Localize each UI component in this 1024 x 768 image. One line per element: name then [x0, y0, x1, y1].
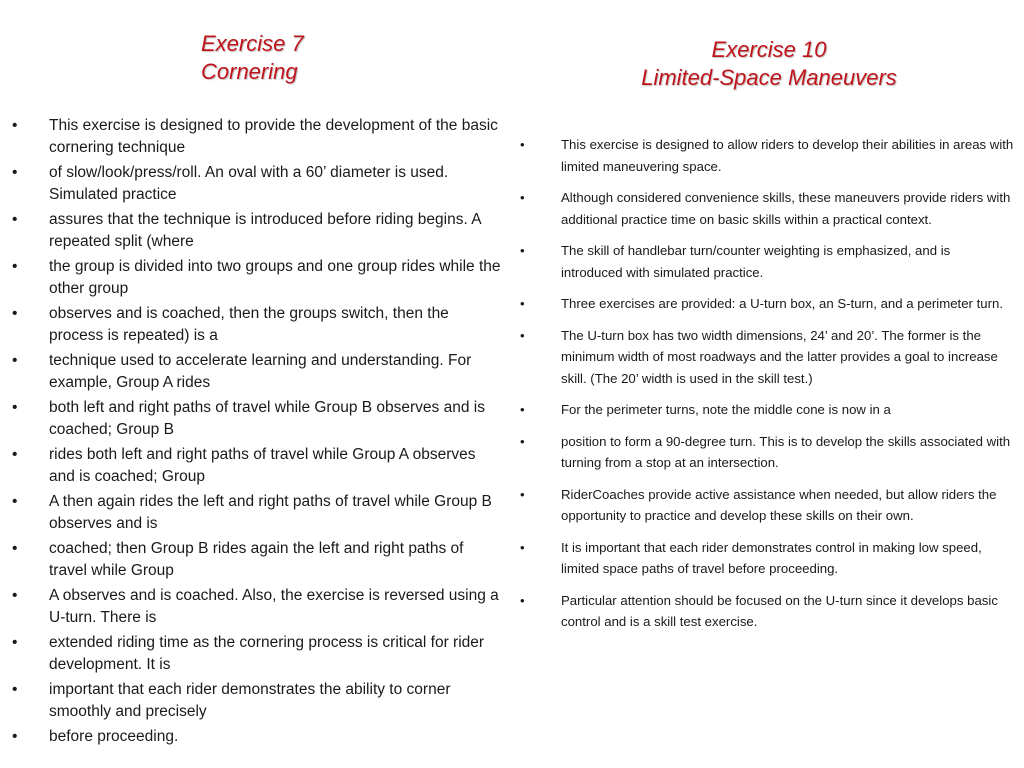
right-list-item-text: The skill of handlebar turn/counter weighting is emphasized, and is introduced with simulated practice. — [561, 243, 951, 280]
left-list-item — [12, 585, 502, 628]
right-title — [515, 36, 1023, 92]
bullet-icon: • — [12, 258, 18, 275]
left-list-item-text: rides both left and right paths of travel while Group A observes and is coached; Group — [49, 446, 476, 485]
right-list-item-text: For the perimeter turns, note the middle cone is now in a — [561, 402, 891, 417]
bullet-icon: • — [12, 634, 18, 651]
right-list-item-text: RiderCoaches provide active assistance when needed, but allow riders the opportunity to practice and develop these skills on their own. — [561, 486, 997, 523]
left-list-item — [12, 679, 502, 722]
right-list-item-text: Particular attention should be focused on the U-turn since it develops basic control and is a skill test exercise. — [561, 592, 998, 629]
left-list-item — [12, 303, 502, 346]
left-list-item — [12, 350, 502, 393]
left-list-item-text: assures that the technique is introduced before riding begins. A repeated split (where — [49, 211, 481, 250]
bullet-icon: • — [12, 587, 18, 604]
left-list-item-text: important that each rider demonstrates the ability to corner smoothly and precisely — [49, 681, 451, 720]
left-list-item-text: observes and is coached, then the groups switch, then the process is repeated) is a — [49, 305, 449, 344]
right-list-item — [520, 431, 1014, 474]
left-list-item — [12, 444, 502, 487]
bullet-icon: • — [520, 243, 525, 258]
bullet-icon: • — [520, 433, 525, 449]
bullet-icon: • — [520, 592, 525, 608]
left-title-line-2: Cornering — [201, 59, 298, 84]
right-list-item-text: Three exercises are provided: a U-turn box, an S-turn, and a perimeter turn. — [561, 296, 1003, 311]
bullet-icon: • — [12, 493, 18, 510]
left-list-item — [12, 256, 502, 299]
left-list-item-text: This exercise is designed to provide the development of the basic cornering technique — [49, 117, 498, 156]
left-list-item-text: coached; then Group B rides again the left and right paths of travel while Group — [49, 540, 464, 579]
bullet-icon: • — [12, 540, 18, 557]
bullet-icon: • — [520, 539, 525, 555]
left-list-item — [12, 209, 502, 252]
right-list-item-text: The U-turn box has two width dimensions, 24’ and 20’. The former is the minimum width of most roadways and the latter provides a goal to increase skill. (The 20’ width is used in the skill test.) — [561, 327, 998, 386]
right-title-line-2: Limited-Space Maneuvers — [641, 65, 897, 90]
bullet-icon: • — [520, 402, 525, 417]
left-title-line-1: Exercise 7 — [201, 31, 304, 56]
left-list-item-text: A observes and is coached. Also, the exercise is reversed using a U-turn. There is — [49, 587, 499, 626]
right-list-item-text: It is important that each rider demonstrates control in making low speed, limited space paths of travel before proceeding. — [561, 539, 982, 576]
right-list-item — [520, 293, 1014, 315]
right-list-item — [520, 187, 1014, 230]
left-list-item-text: the group is divided into two groups and one group rides while the other group — [49, 258, 501, 297]
bullet-icon: • — [12, 164, 18, 181]
right-list-item — [520, 537, 1014, 580]
bullet-icon: • — [520, 190, 525, 205]
bullet-icon: • — [12, 352, 18, 369]
bullet-icon: • — [12, 211, 18, 228]
right-title-line-1: Exercise 10 — [711, 37, 827, 62]
bullet-icon: • — [12, 728, 18, 745]
right-list-item — [520, 134, 1014, 177]
left-list-item-text: both left and right paths of travel while Group B observes and is coached; Group B — [49, 399, 485, 438]
left-list-item-text: technique used to accelerate learning and understanding. For example, Group A rides — [49, 352, 472, 391]
left-list-item — [12, 397, 502, 440]
left-list-item-text: before proceeding. — [49, 728, 179, 745]
right-list-item — [520, 399, 1014, 421]
left-list-item-text: extended riding time as the cornering process is critical for rider development. It is — [49, 634, 485, 673]
right-list-item — [520, 240, 1014, 283]
left-list-item-text: of slow/look/press/roll. An oval with a 60’ diameter is used. Simulated practice — [49, 164, 449, 203]
bullet-icon: • — [12, 305, 18, 322]
right-list-item — [520, 590, 1014, 633]
right-bullet-list — [520, 134, 1014, 643]
left-list-item — [12, 162, 502, 205]
left-list-item — [12, 115, 502, 158]
left-bullet-list — [12, 115, 502, 752]
right-list-item — [520, 484, 1014, 527]
bullet-icon: • — [520, 137, 525, 152]
left-title — [201, 30, 304, 86]
bullet-icon: • — [520, 486, 525, 502]
right-list-item-text: position to form a 90-degree turn. This is to develop the skills associated with turning from a stop at an intersection. — [561, 433, 1011, 470]
left-list-item — [12, 491, 502, 534]
bullet-icon: • — [12, 681, 18, 698]
right-list-item-text: Although considered convenience skills, these maneuvers provide riders with additional practice time on basic skills within a practical context. — [561, 190, 1011, 227]
bullet-icon: • — [520, 327, 525, 343]
left-list-item — [12, 726, 502, 748]
bullet-icon: • — [520, 296, 525, 311]
left-list-item — [12, 632, 502, 675]
left-list-item — [12, 538, 502, 581]
right-list-item-text: This exercise is designed to allow riders to develop their abilities in areas with limited maneuvering space. — [561, 137, 1014, 174]
bullet-icon: • — [12, 117, 18, 134]
bullet-icon: • — [12, 446, 18, 463]
bullet-icon: • — [12, 399, 18, 416]
right-list-item — [520, 325, 1014, 390]
left-list-item-text: A then again rides the left and right paths of travel while Group B observes and is — [49, 493, 492, 532]
